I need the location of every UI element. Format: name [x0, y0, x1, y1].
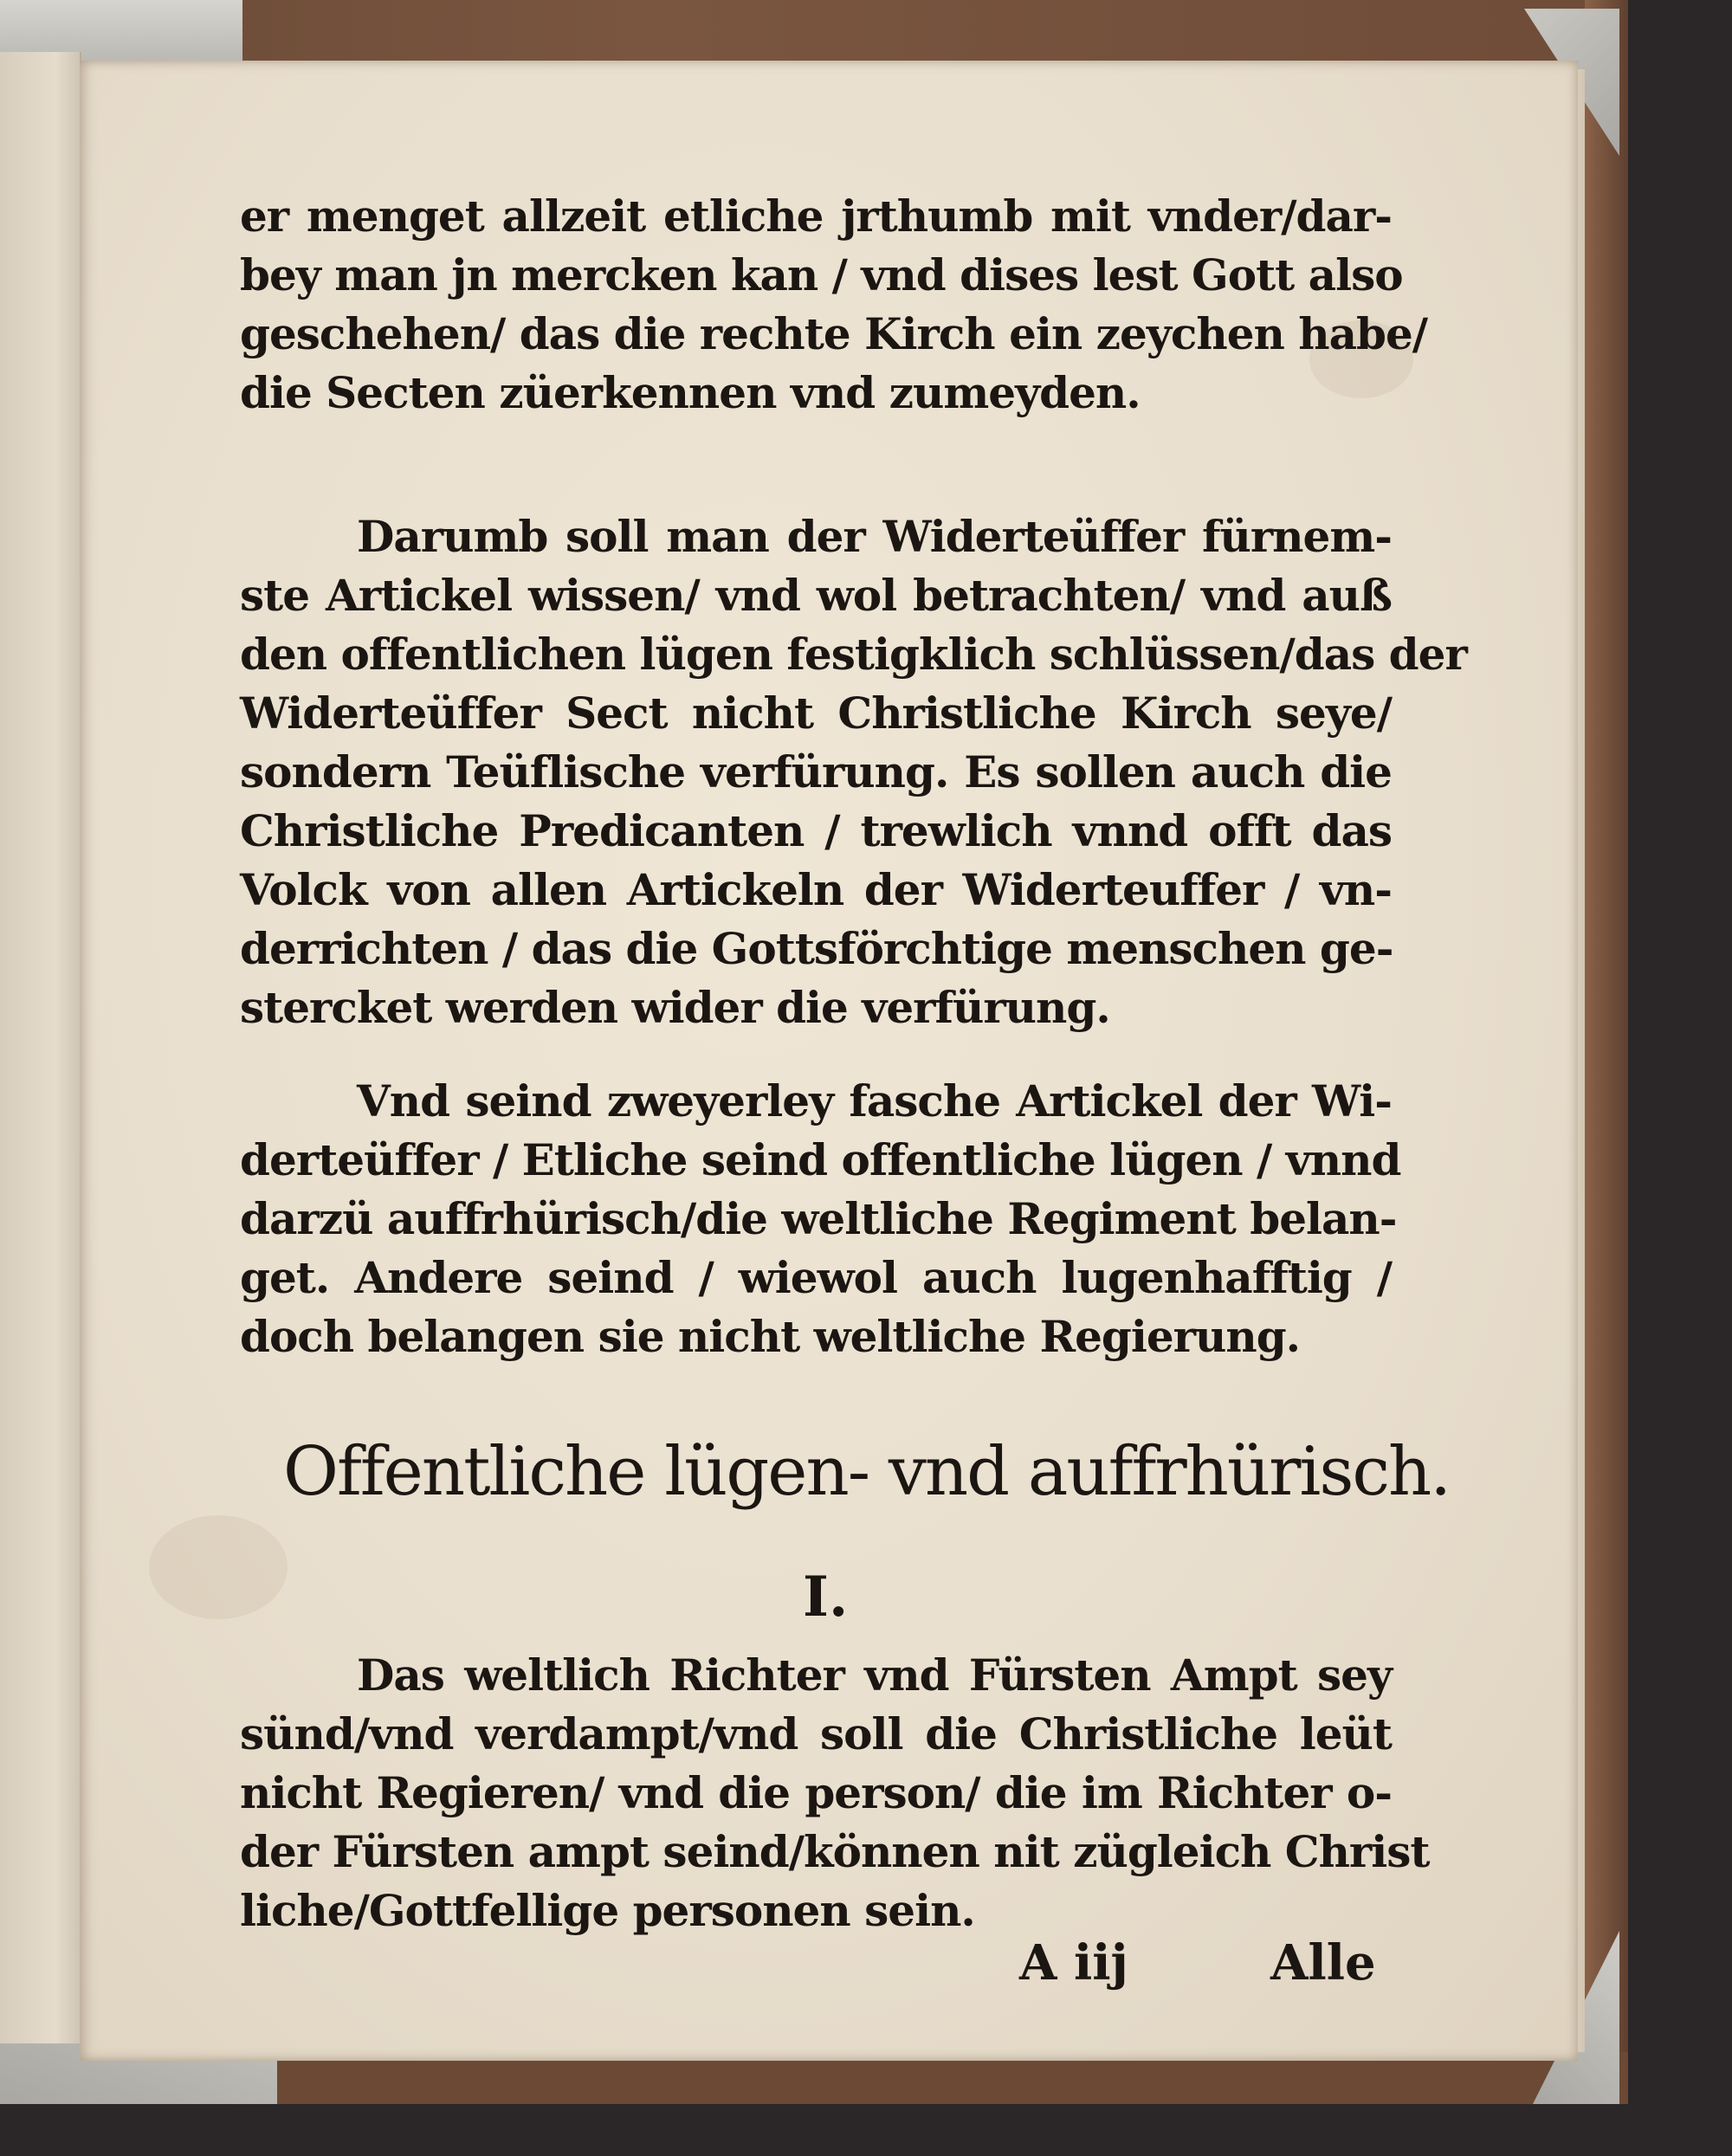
- text-line: Volck von allen Artickeln der Widerteuffer / vn-: [240, 864, 1392, 915]
- text-line: bey man jn mercken kan / vnd dises lest Gott also: [240, 249, 1403, 300]
- text-line: stercket werden wider die verfürung.: [240, 982, 1110, 1033]
- book-page: [80, 61, 1578, 2061]
- text-line: der Fürsten ampt seind/können nit zügleich Christ: [240, 1826, 1430, 1877]
- text-line: get. Andere seind / wiewol auch lugenhafftig /: [240, 1252, 1392, 1303]
- text-line: den offentlichen lügen festigklich schlüssen/das der: [240, 629, 1467, 680]
- text-line: doch belangen sie nicht weltliche Regierung.: [240, 1311, 1301, 1362]
- text-line: ste Artickel wissen/ vnd wol betrachten/ vnd auß: [240, 570, 1392, 621]
- text-line: liche/Gottfellige personen sein.: [240, 1885, 975, 1936]
- text-line: Christliche Predicanten / trewlich vnnd offt das: [240, 805, 1392, 856]
- section-heading: Offentliche lügen- vnd auffrhürisch.: [283, 1433, 1451, 1511]
- text-line: Das weltlich Richter vnd Fürsten Ampt sey: [357, 1649, 1392, 1701]
- text-line: darzü auffrhürisch/die weltliche Regiment belan-: [240, 1193, 1397, 1244]
- text-line: derrichten / das die Gottsförchtige menschen ge-: [240, 923, 1393, 974]
- text-line: Darumb soll man der Widerteüffer fürnem-: [357, 511, 1392, 562]
- text-line: nicht Regieren/ vnd die person/ die im Richter o-: [240, 1767, 1392, 1818]
- signature-mark: A iij: [1019, 1934, 1128, 1991]
- facing-page-edge: [0, 52, 81, 2043]
- text-line: derteüffer / Etliche seind offentliche lügen / vnnd: [240, 1134, 1401, 1185]
- text-line: Vnd seind zweyerley fasche Artickel der Wi-: [357, 1075, 1392, 1126]
- text-line: die Secten züerkennen vnd zumeyden.: [240, 367, 1141, 418]
- article-numeral: I.: [803, 1565, 849, 1630]
- text-line: sünd/vnd verdampt/vnd soll die Christliche leüt: [240, 1708, 1392, 1759]
- text-line: Widerteüffer Sect nicht Christliche Kirch seye/: [240, 687, 1392, 739]
- cover-edge: [1585, 0, 1628, 2104]
- text-line: geschehen/ das die rechte Kirch ein zeychen habe/: [240, 308, 1428, 359]
- text-line: sondern Teüflische verfürung. Es sollen auch die: [240, 746, 1392, 797]
- catchword: Alle: [1270, 1934, 1376, 1991]
- text-line: er menget allzeit etliche jrthumb mit vnder/dar-: [240, 190, 1392, 242]
- paper-stain: [149, 1515, 288, 1619]
